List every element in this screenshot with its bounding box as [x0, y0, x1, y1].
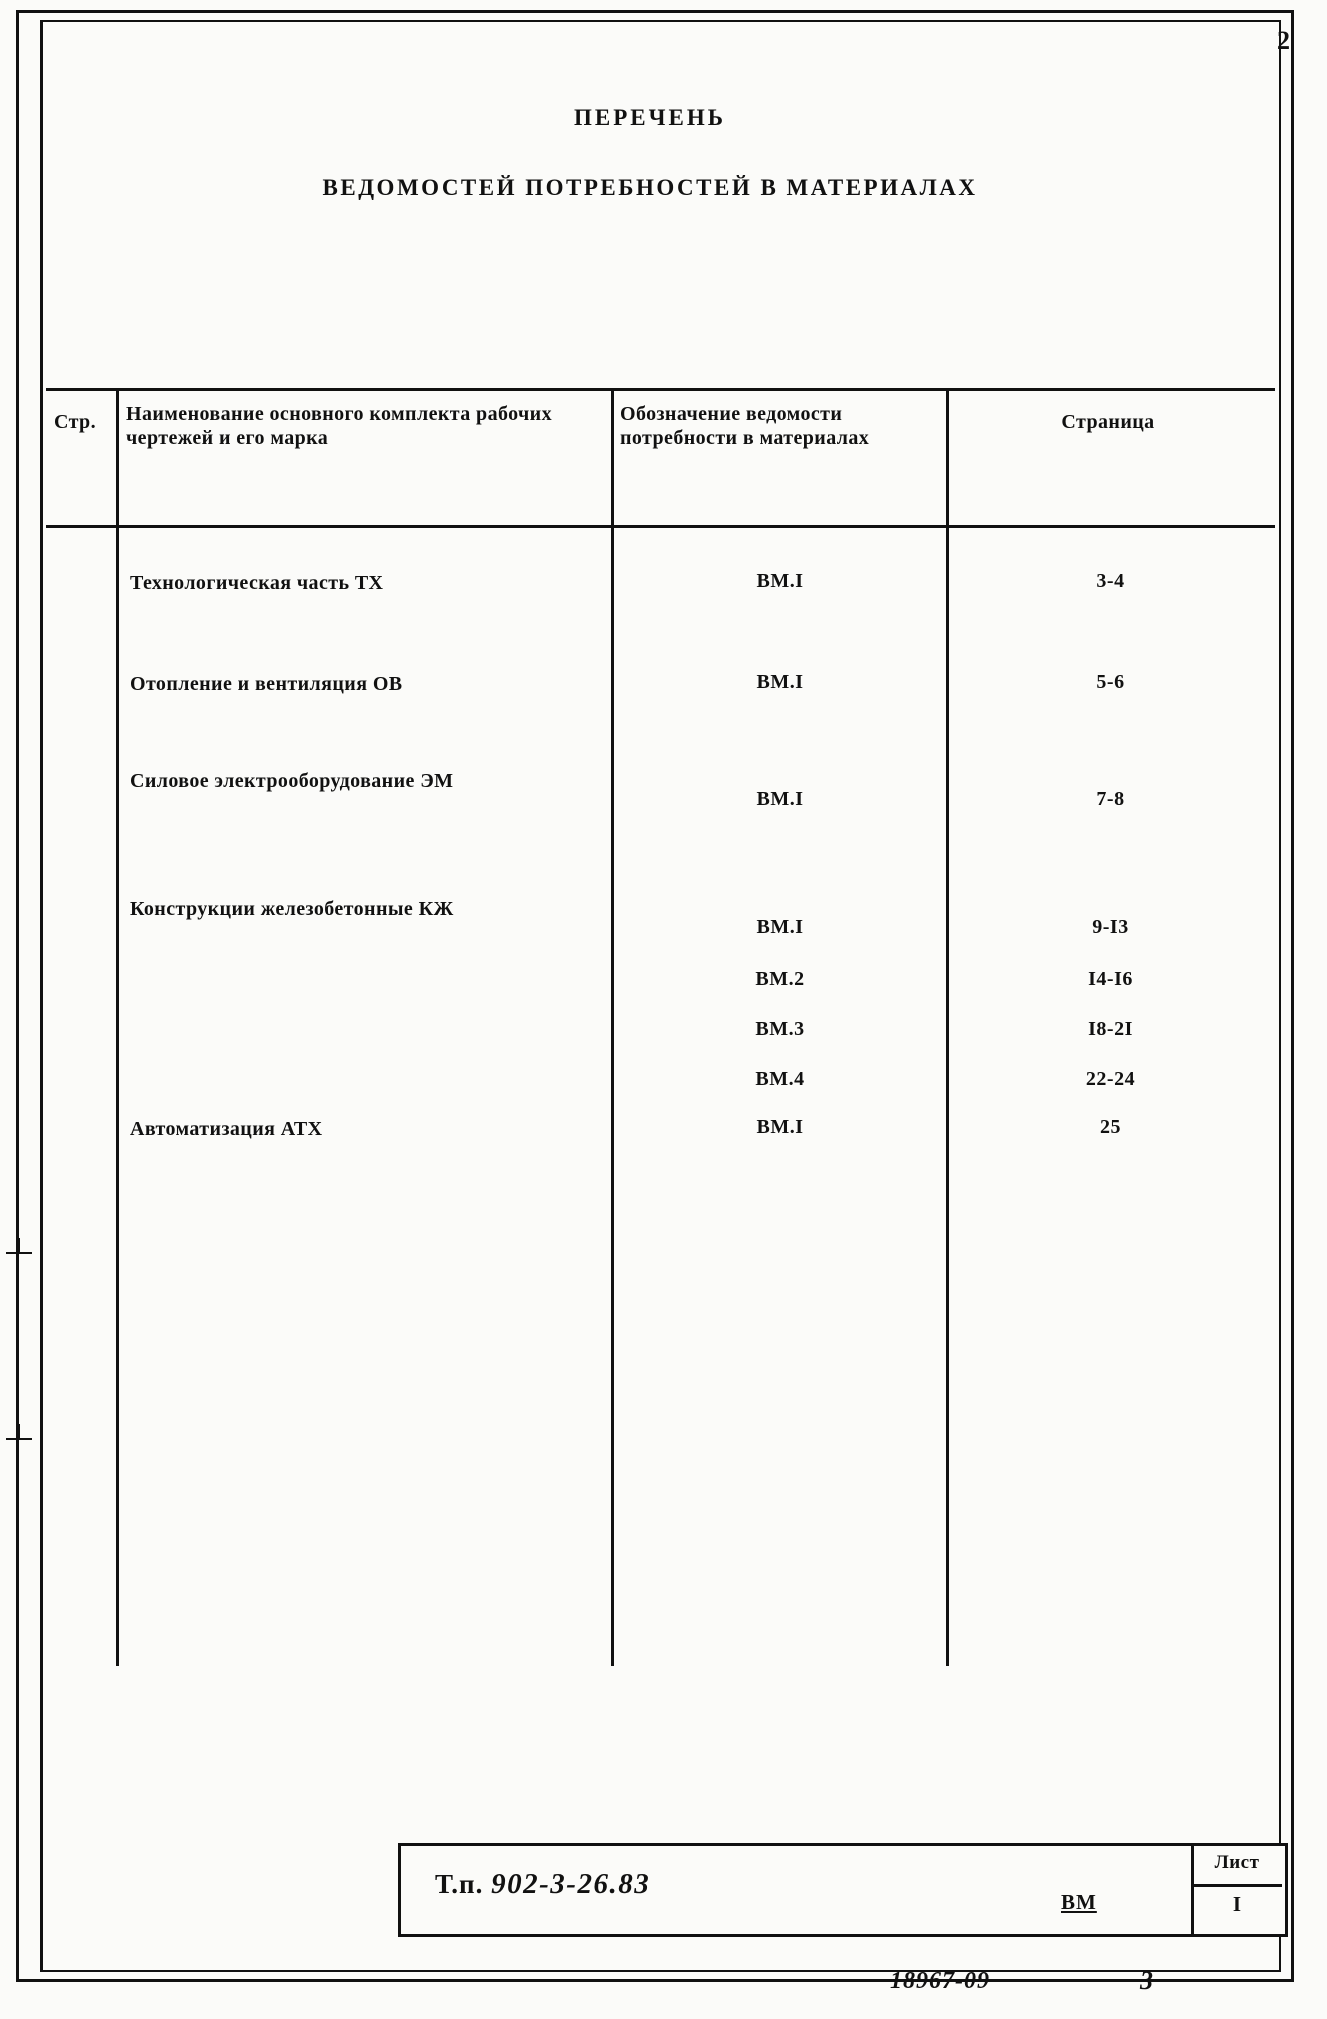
table-row-designation: ВМ.I [756, 570, 804, 592]
stamp-divider [1191, 1846, 1194, 1934]
stamp-divider-horizontal [1191, 1884, 1282, 1887]
table-row-designation: ВМ.I [756, 788, 804, 810]
table-row-pages: 3-4 [1096, 570, 1125, 592]
column-header-designation: Обозначение ведомости потребности в материалах [620, 403, 870, 450]
margin-tick-mark [18, 1424, 20, 1440]
table-row-designation: ВМ.I [756, 916, 804, 938]
table-row-pages: 9-I3 [1092, 916, 1129, 938]
table-row-name: Автоматизация АТХ [130, 1118, 323, 1140]
table-row-pages: 25 [1100, 1116, 1121, 1138]
table-row-name: Отопление и вентиляция ОВ [130, 673, 403, 695]
stamp-mark: ВМ [1061, 1890, 1097, 1914]
stamp-project-code [435, 1868, 650, 1901]
table-row-pages: 7-8 [1096, 788, 1125, 810]
table-row-pages: 22-24 [1085, 1068, 1136, 1090]
page-number: 2 [1277, 26, 1291, 55]
table-row-designation: ВМ.2 [755, 968, 805, 990]
archive-code: 18967-09 [890, 1968, 990, 1994]
table-row-pages: I8-2I [1088, 1018, 1133, 1040]
column-header-page-ref: Стр. [54, 411, 96, 433]
stamp-prefix: Т.п. [435, 1869, 484, 1899]
table-row-name: Конструкции железобетонные КЖ [130, 898, 454, 920]
materials-index-table [46, 388, 1275, 1666]
page-subtitle: ВЕДОМОСТЕЙ ПОТРЕБНОСТЕЙ В МАТЕРИАЛАХ [322, 175, 978, 200]
column-header-pages: Страница [1061, 411, 1155, 433]
margin-tick-mark [18, 1238, 20, 1254]
table-row-designation: ВМ.4 [755, 1068, 805, 1090]
stamp-sheet-label: Лист [1214, 1852, 1260, 1873]
table-row-pages: 5-6 [1096, 671, 1125, 693]
table-row-designation: ВМ.I [756, 671, 804, 693]
stamp-sheet-number: I [1232, 1892, 1242, 1916]
column-divider-2 [611, 388, 614, 1666]
title-block [60, 105, 1240, 201]
archive-sheet-number: 3 [1140, 1966, 1153, 1995]
table-header-separator [46, 525, 1275, 528]
table-row-pages: I4-I6 [1088, 968, 1133, 990]
title-stamp-block [398, 1843, 1288, 1937]
table-row-name: Силовое электрооборудование ЭМ [130, 770, 454, 792]
stamp-code: 902-3-26.83 [491, 1868, 651, 1900]
column-divider-1 [116, 388, 119, 1666]
table-row-name: Технологическая часть ТХ [130, 572, 384, 594]
column-header-name: Наименование основного комплекта рабочих чертежей и его марка [126, 403, 552, 450]
table-border-top [46, 388, 1275, 391]
table-row-designation: ВМ.3 [755, 1018, 805, 1040]
page-title: ПЕРЕЧЕНЬ [574, 105, 726, 130]
table-row-designation: ВМ.I [756, 1116, 804, 1138]
